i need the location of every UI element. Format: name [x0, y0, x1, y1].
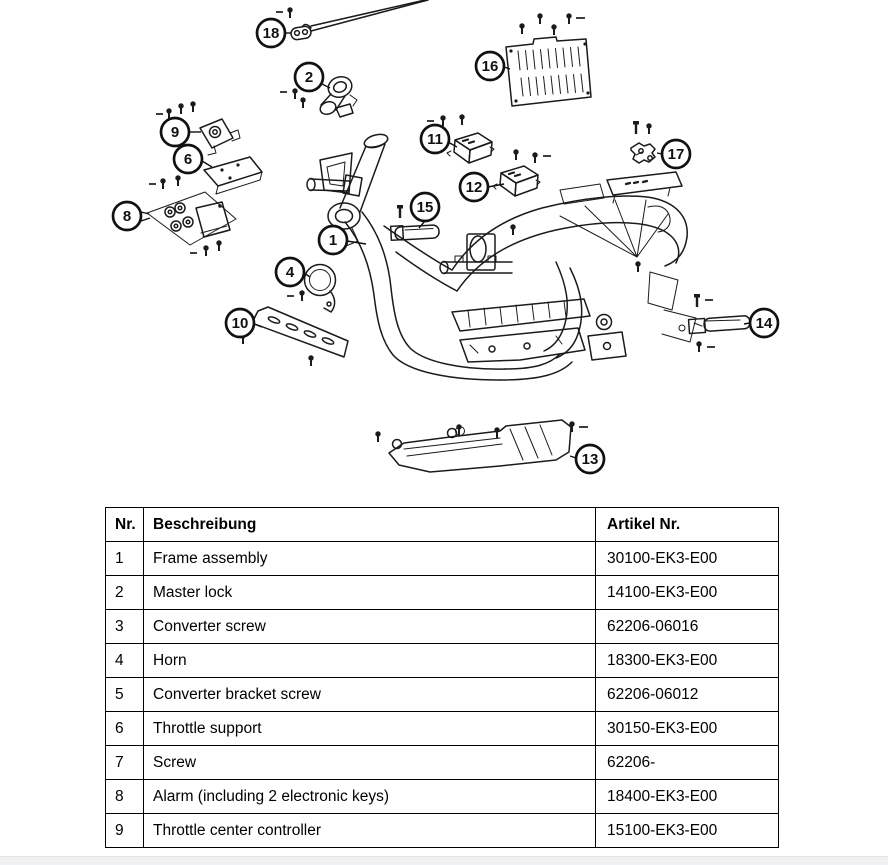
table-row: [106, 814, 779, 848]
svg-text:9: 9: [170, 124, 180, 141]
svg-text:16: 16: [481, 58, 499, 75]
svg-text:6: 6: [183, 151, 193, 168]
callout-15: [411, 193, 439, 228]
table-row: [106, 542, 779, 576]
column-header-artikel-nr: Artikel Nr.: [596, 508, 779, 542]
svg-text:17: 17: [667, 146, 685, 163]
callout-13: [570, 445, 604, 473]
part-14-tube-art: [689, 315, 751, 333]
cell-article-number: 30150-EK3-E00: [596, 712, 779, 746]
part-6-support-plate-art: [204, 157, 262, 194]
cell-article-number: 15100-EK3-E00: [596, 814, 779, 848]
svg-text:10: 10: [231, 315, 249, 332]
cell-nr: 9: [106, 814, 144, 848]
callout-18: [257, 19, 291, 47]
part-13-floor-panel-art: [389, 420, 571, 472]
part-9-controller-art: [200, 119, 240, 155]
cell-article-number: 62206-: [596, 746, 779, 780]
table-row: [106, 712, 779, 746]
cell-description: Converter screw: [144, 610, 596, 644]
part-10-slotted-rail-art: [252, 307, 348, 357]
table-row: [106, 644, 779, 678]
part-2-master-lock-art: [318, 73, 357, 117]
cell-description: Throttle support: [144, 712, 596, 746]
cell-description: Converter bracket screw: [144, 678, 596, 712]
callout-12: [460, 173, 504, 201]
cell-description: Frame assembly: [144, 542, 596, 576]
column-header-beschreibung: Beschreibung: [144, 508, 596, 542]
cell-description: Throttle center controller: [144, 814, 596, 848]
part-1-frame-art: [307, 132, 696, 380]
callout-8: [113, 202, 150, 230]
svg-text:2: 2: [304, 69, 314, 86]
table-row: [106, 576, 779, 610]
column-header-nr: Nr.: [106, 508, 144, 542]
callout-1: [319, 226, 366, 254]
cell-description: Alarm (including 2 electronic keys): [144, 780, 596, 814]
cell-description: Screw: [144, 746, 596, 780]
part-8-alarm-kit-art: [147, 192, 236, 245]
callout-16: [476, 52, 510, 80]
part-15-cylinder-art: [391, 225, 440, 240]
callout-9: [161, 118, 201, 146]
cell-nr: 8: [106, 780, 144, 814]
svg-text:8: 8: [122, 208, 132, 225]
cell-article-number: 14100-EK3-E00: [596, 576, 779, 610]
part-12-converter-art: [493, 166, 540, 196]
cell-article-number: 18400-EK3-E00: [596, 780, 779, 814]
cell-nr: 1: [106, 542, 144, 576]
cell-nr: 5: [106, 678, 144, 712]
table-row: [106, 610, 779, 644]
svg-text:14: 14: [755, 315, 773, 332]
cell-nr: 4: [106, 644, 144, 678]
table-row: [106, 678, 779, 712]
cell-article-number: 18300-EK3-E00: [596, 644, 779, 678]
cell-article-number: 30100-EK3-E00: [596, 542, 779, 576]
part-17-bracket-art: [631, 143, 655, 163]
svg-text:12: 12: [465, 179, 483, 196]
cell-nr: 6: [106, 712, 144, 746]
cell-nr: 3: [106, 610, 144, 644]
table-header-row: [106, 508, 779, 542]
cell-description: Horn: [144, 644, 596, 678]
cell-article-number: 62206-06016: [596, 610, 779, 644]
part-11-converter-art: [447, 133, 494, 163]
callout-2: [295, 63, 330, 91]
table-row: [106, 780, 779, 814]
cell-nr: 7: [106, 746, 144, 780]
part-16-vent-panel-art: [506, 37, 591, 106]
table-row: [106, 746, 779, 780]
cell-description: Master lock: [144, 576, 596, 610]
parts-table: [105, 507, 779, 848]
part-18-cable-clamp-art: [290, 0, 428, 40]
svg-text:11: 11: [427, 131, 443, 148]
callout-17: [657, 140, 690, 168]
svg-text:15: 15: [416, 199, 434, 216]
svg-text:4: 4: [285, 264, 295, 281]
cell-article-number: 62206-06012: [596, 678, 779, 712]
bottom-page-strip: [0, 856, 888, 865]
svg-text:18: 18: [262, 25, 280, 42]
callout-14: [744, 309, 778, 337]
svg-text:1: 1: [328, 232, 338, 249]
part-4-horn-art: [305, 265, 336, 313]
cell-nr: 2: [106, 576, 144, 610]
svg-text:13: 13: [581, 451, 599, 468]
callout-11: [421, 125, 457, 153]
